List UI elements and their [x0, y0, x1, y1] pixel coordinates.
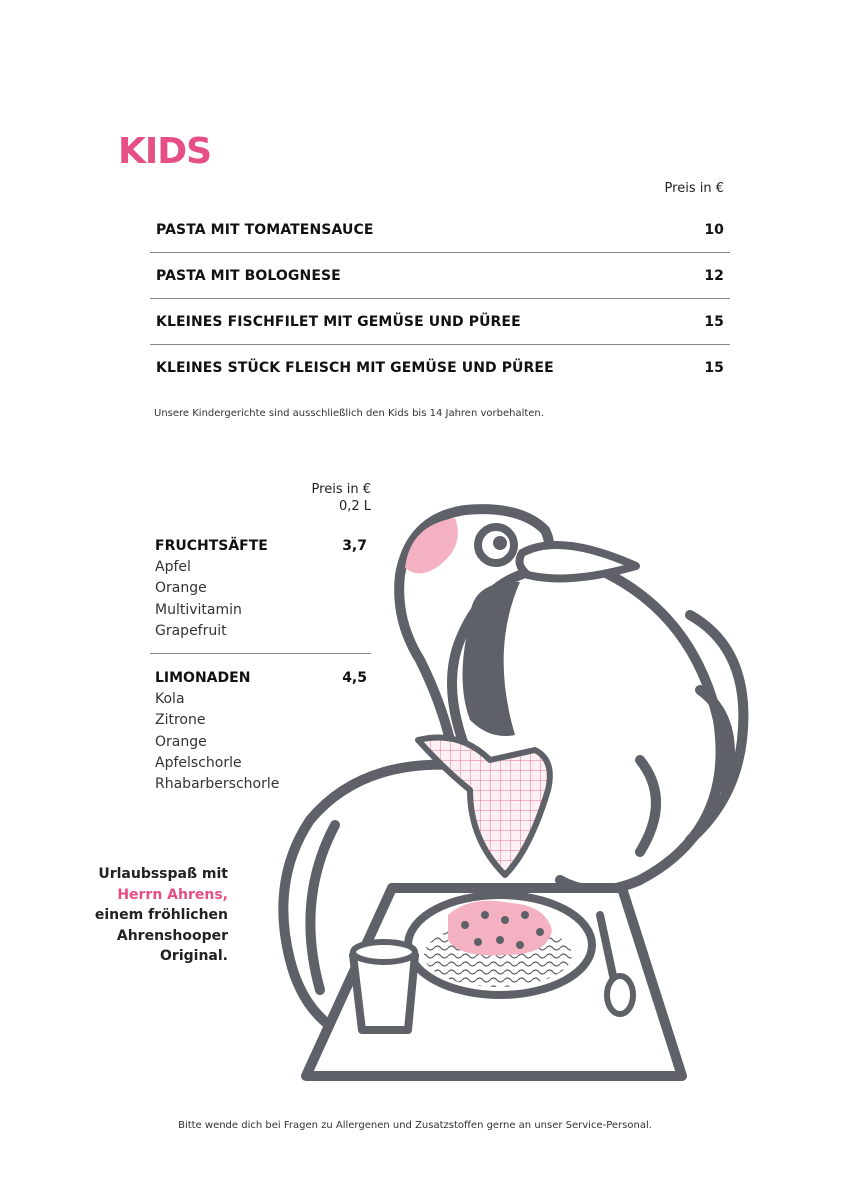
drink-item: Kola: [155, 691, 185, 707]
menu-item: [150, 299, 730, 345]
drink-item: Multivitamin: [155, 601, 242, 618]
kids-menu-list: [150, 207, 730, 391]
promo-line: einem fröhlichen: [94, 907, 228, 923]
menu-item-price: 12: [704, 267, 724, 284]
cheek-icon: [405, 518, 458, 573]
promo-line: Original.: [160, 948, 228, 964]
menu-item: [150, 207, 730, 253]
drink-item: Zitrone: [155, 712, 206, 729]
kids-age-note: Unsere Kindergerichte sind ausschließlich den Kids bis 14 Jahren vorbehalten.: [154, 408, 544, 419]
menu-item-name: PASTA MIT TOMATENSAUCE: [156, 221, 374, 238]
allergen-footer-note: Bitte wende dich bei Fragen zu Allergenen und Zusatzstoffen gerne an unser Service-Personal.: [178, 1120, 652, 1131]
drink-item: Apfelschorle: [155, 754, 242, 771]
drink-item: Grapefruit: [155, 622, 227, 639]
section-title-kids: KIDS: [118, 131, 212, 172]
beak-icon: [520, 545, 636, 578]
throat-shape: [463, 582, 521, 736]
body-feather: [310, 825, 335, 990]
promo-line: Ahrenshooper: [116, 927, 228, 944]
menu-item-price: 10: [704, 221, 724, 238]
menu-item-price: 15: [704, 360, 724, 376]
drinks-volume-label: 0,2 L: [338, 499, 371, 514]
menu-item-name: PASTA MIT BOLOGNESE: [156, 267, 341, 284]
drink-item: Apfel: [155, 559, 191, 575]
menu-item: [150, 253, 730, 299]
drink-group-name: FRUCHTSÄFTE: [155, 538, 268, 554]
menu-item-price: 15: [704, 313, 724, 330]
drinks-unit-label: Preis in €: [311, 482, 371, 497]
promo-line: Urlaubsspaß mit: [98, 866, 228, 882]
cup-icon: [353, 955, 415, 1030]
drink-item: Orange: [155, 733, 207, 750]
kids-price-unit: Preis in €: [664, 181, 724, 196]
spoon-icon: [607, 976, 633, 1014]
promo-highlight: Herrn Ahrens,: [117, 886, 228, 903]
napkin-icon: [418, 738, 550, 876]
menu-item: [150, 345, 730, 391]
crane-mascot-illustration-icon: [270, 500, 750, 1090]
drink-group-price: 3,7: [342, 538, 367, 554]
drink-item: Orange: [155, 580, 207, 597]
drink-group-price: 4,5: [342, 670, 367, 686]
menu-item-name: KLEINES STÜCK FLEISCH MIT GEMÜSE UND PÜREE: [156, 360, 554, 376]
mascot-promo-text: [60, 864, 228, 967]
drink-item: Rhabarberschorle: [155, 776, 280, 793]
feather-3: [640, 760, 656, 852]
menu-item-name: KLEINES FISCHFILET MIT GEMÜSE UND PÜREE: [156, 313, 521, 330]
drink-group-name: LIMONADEN: [155, 670, 251, 686]
